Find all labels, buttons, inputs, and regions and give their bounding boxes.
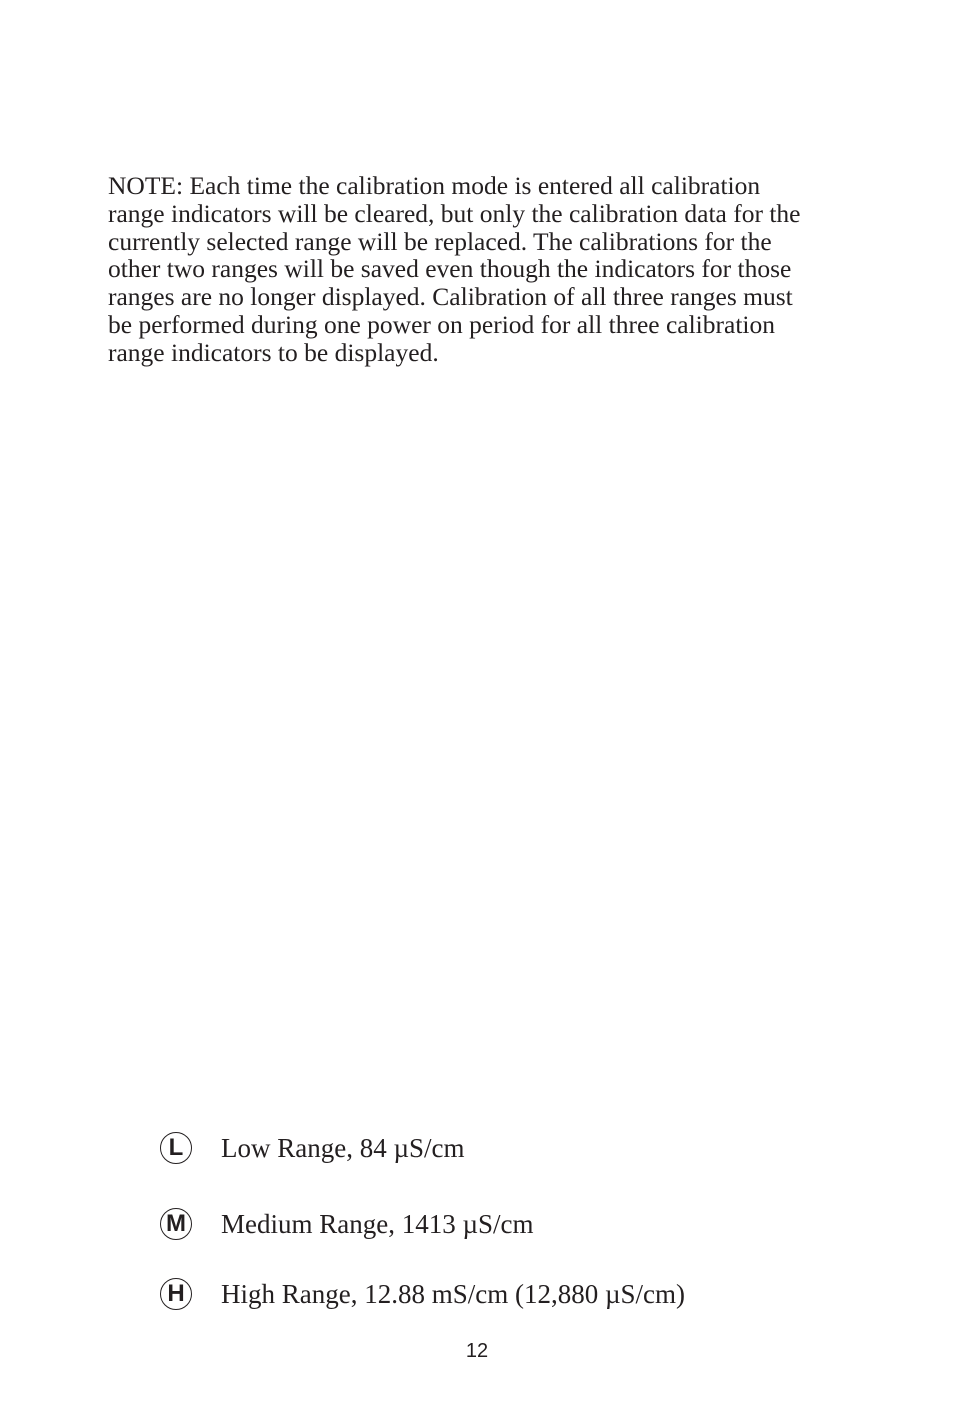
medium-range-indicator-icon: M [160,1208,192,1240]
calibration-note [108,172,888,367]
range-item-high [160,1274,685,1314]
note-line: ranges are no longer displayed. Calibration of all three ranges must [108,282,793,312]
high-range-indicator-icon: H [160,1278,192,1310]
page-number: 12 [465,1340,489,1362]
medium-range-label: Medium Range, 1413 µS/cm [221,1208,534,1239]
note-line: be performed during one power on period for all three calibration [108,309,775,339]
low-range-label: Low Range, 84 µS/cm [221,1132,465,1163]
high-range-label: High Range, 12.88 mS/cm (12,880 µS/cm) [221,1278,686,1309]
range-item-low [160,1128,465,1168]
note-line: range indicators to be displayed. [108,337,439,367]
note-line: other two ranges will be saved even though the indicators for those [108,254,792,284]
note-line: currently selected range will be replaced. The calibrations for the [108,226,772,256]
low-range-indicator-icon: L [160,1132,192,1164]
range-item-medium [160,1204,534,1244]
note-line: range indicators will be cleared, but only the calibration data for the [108,198,801,228]
note-line: NOTE: Each time the calibration mode is entered all calibration [108,171,761,200]
